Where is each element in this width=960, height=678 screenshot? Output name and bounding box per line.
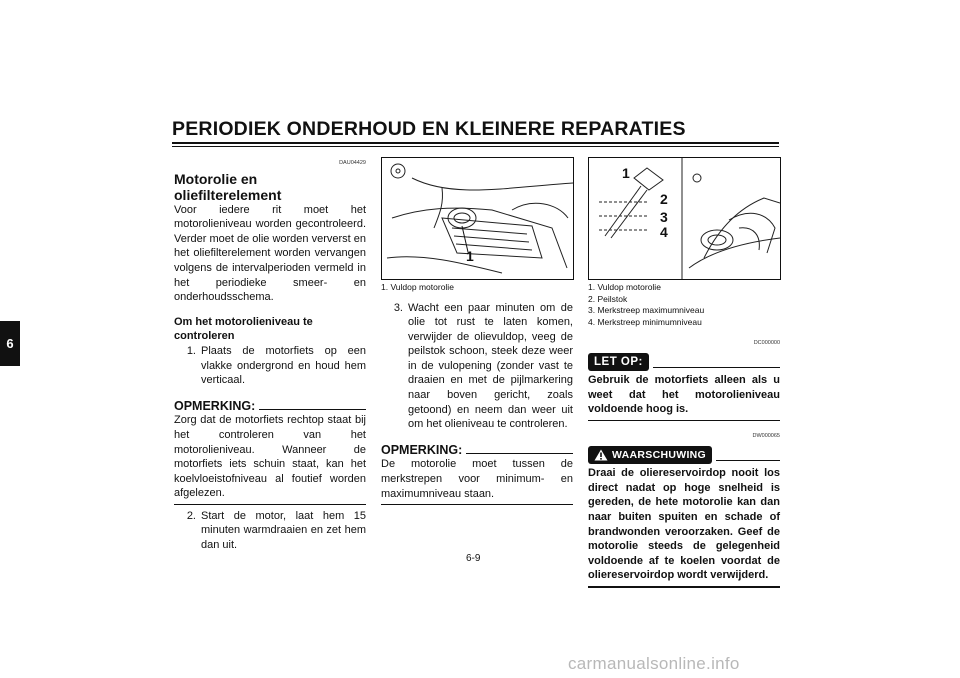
step-2 bbox=[174, 509, 366, 553]
warning-code: DW000065 bbox=[752, 432, 780, 439]
caution-badge: LET OP: bbox=[588, 353, 649, 372]
warning-label: WAARSCHUWING bbox=[612, 448, 707, 461]
sub-heading: Om het motorolieniveau te controleren bbox=[174, 315, 313, 343]
figure-callout-1: 1 bbox=[622, 165, 630, 181]
header-rule-thin bbox=[172, 146, 779, 147]
caution-code: DC000000 bbox=[753, 340, 780, 346]
figure-caption-2: 2. Peilstok bbox=[588, 293, 628, 304]
warning-triangle-icon bbox=[594, 449, 608, 461]
note-text-2: De motorolie moet tussen de merkstrepen voor minimum- en maximumniveau staan. bbox=[381, 458, 573, 500]
warning-end-rule bbox=[588, 586, 780, 588]
figure-oil-filler-cap bbox=[381, 157, 574, 280]
step-1-text: Plaats de motorfiets op een vlakke ondergrond en houd hem verticaal. bbox=[201, 344, 366, 387]
figure-callout-2: 2 bbox=[660, 191, 668, 207]
chapter-tab: 6 bbox=[0, 321, 20, 366]
caution-heading bbox=[588, 353, 780, 372]
note-label-2: OPMERKING: bbox=[381, 442, 463, 457]
page-number: 6-9 bbox=[466, 553, 481, 564]
watermark: carmanualsonline.info bbox=[568, 654, 740, 673]
intro-paragraph: Voor iedere rit moet het motorolieniveau worden gecontroleerd. Verder moet de olie worden ververst en het oliefilterelement worden vervangen volgens de intervalperioden vermeld in het periodieke smeer- en onderhoudsschema. bbox=[174, 203, 366, 304]
page-header-title: PERIODIEK ONDERHOUD EN KLEINERE REPARATIES bbox=[172, 118, 686, 140]
figure-callout-1: 1 bbox=[466, 248, 474, 264]
note-heading-2 bbox=[381, 443, 573, 458]
dipstick-illustration bbox=[589, 158, 780, 279]
warning-text: Draai de oliereservoirdop nooit los direct nadat op hoge snelheid is gereden, de hete motorolie kan dan naar buiten spuiten en schade of brandwonden veroorzaken. Geef de motorolie steeds de gelegenheid voldoende af te koelen voordat de oliereservoirdop wordt verwijderd. bbox=[588, 467, 780, 582]
step-2-number: 2. bbox=[186, 509, 196, 522]
column-1 bbox=[174, 156, 366, 553]
step-1 bbox=[174, 344, 366, 388]
column-2 bbox=[381, 282, 573, 505]
note-heading-rule-2 bbox=[466, 453, 573, 454]
step-3-number: 3. bbox=[393, 301, 403, 314]
figure-caption-4: 4. Merkstreep minimumniveau bbox=[588, 316, 702, 327]
figure-caption-3: 3. Merkstreep maximumniveau bbox=[588, 305, 705, 315]
header-rule bbox=[172, 142, 779, 144]
figure-caption-1: 1. Vuldop motorolie bbox=[588, 282, 661, 292]
section-code: DAU04429 bbox=[339, 160, 366, 166]
note-end-rule bbox=[174, 504, 366, 505]
note-heading bbox=[174, 399, 366, 414]
step-1-number: 1. bbox=[186, 344, 196, 357]
caution-text: Gebruik de motorfiets alleen als u weet dat het motorolieniveau voldoende hoog is. bbox=[588, 374, 780, 416]
note-heading-rule bbox=[259, 409, 366, 410]
note-label: OPMERKING: bbox=[174, 398, 256, 413]
warning-badge bbox=[588, 446, 712, 465]
step-3 bbox=[381, 301, 573, 432]
figure-caption: 1. Vuldop motorolie bbox=[381, 282, 454, 292]
figure-callout-4: 4 bbox=[660, 224, 668, 240]
step-3-text: Wacht een paar minuten om de olie tot rust te laten komen, verwijder de olievuldop, veeg de peilstok schoon, steek deze weer in de vulopening (zonder vast te draaien en met de pijlmarkering naar boven gericht, zoals getoond) en neem dan weer uit om het olieniveau te controleren. bbox=[408, 301, 573, 431]
warning-heading-rule bbox=[716, 460, 780, 461]
warning-heading bbox=[588, 446, 780, 465]
oil-filler-cap-illustration bbox=[382, 158, 573, 279]
section-title: Motorolie en oliefilterelement bbox=[174, 170, 282, 203]
column-3 bbox=[588, 282, 780, 588]
figure-dipstick bbox=[588, 157, 781, 280]
note-text: Zorg dat de motorfiets rechtop staat bij het controleren van het motorolieniveau. Wanneer de motorfiets iets schuin staat, kan het koelvloeistofniveau al foutief worden afgelezen. bbox=[174, 414, 366, 500]
figure-callout-3: 3 bbox=[660, 209, 668, 225]
note-end-rule-2 bbox=[381, 504, 573, 505]
caution-heading-rule bbox=[653, 367, 780, 368]
step-2-text: Start de motor, laat hem 15 minuten warmdraaien en zet hem dan uit. bbox=[201, 509, 366, 552]
